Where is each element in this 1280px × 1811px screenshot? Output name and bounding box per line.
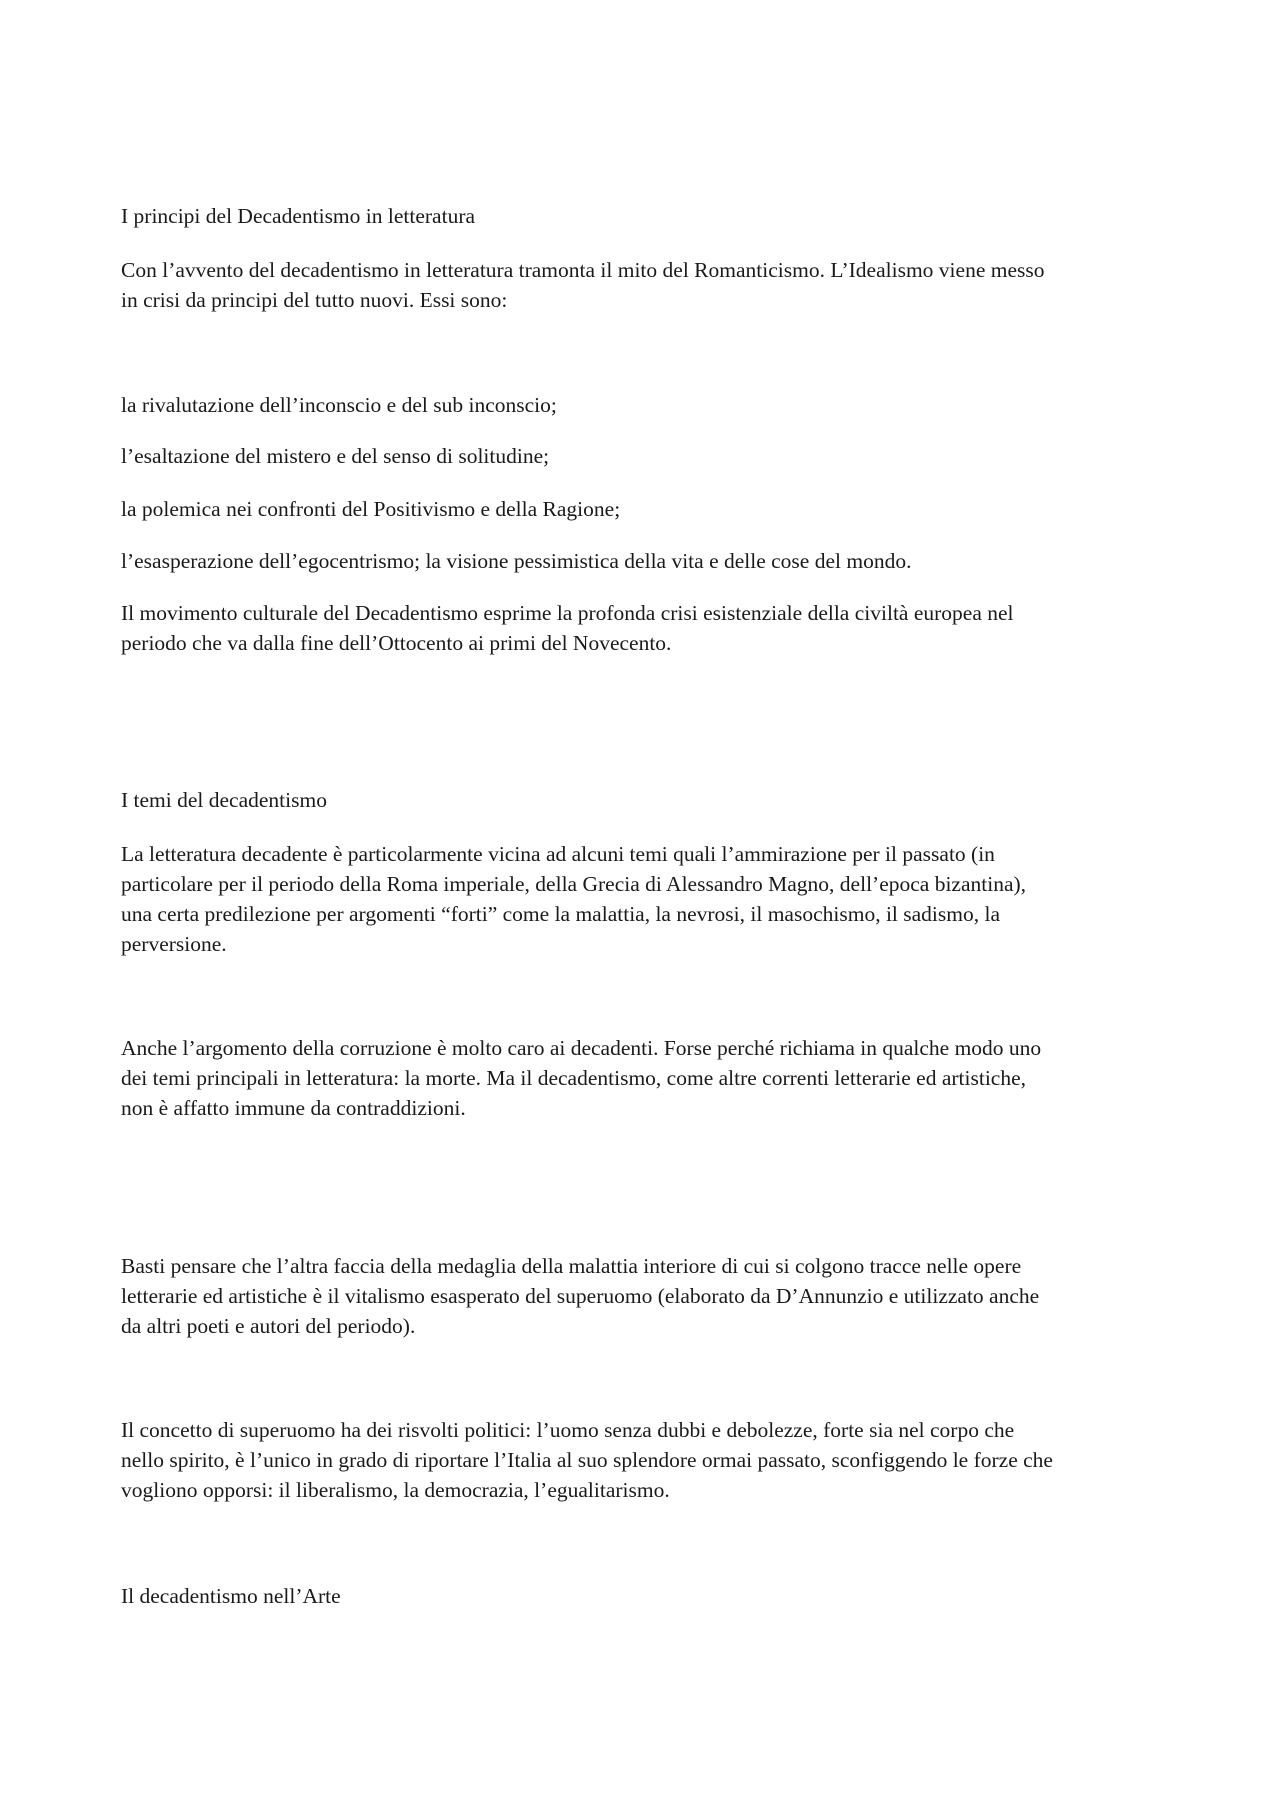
temi-paragraph-2-line-1: Anche l’argomento della corruzione è molto caro ai decadenti. Forse perché richiama in qualche modo uno: [121, 1036, 1042, 1060]
intro-line-1: Con l’avvento del decadentismo in letteratura tramonta il mito del Romanticismo. L’Idealismo viene messo: [121, 258, 1045, 282]
section-title-temi: I temi del decadentismo: [121, 788, 327, 812]
temi-paragraph-2-line-2: dei temi principali in letteratura: la morte. Ma il decadentismo, come altre correnti letterarie ed artistiche,: [121, 1066, 1027, 1090]
temi-paragraph-1-line-3: una certa predilezione per argomenti “forti” come la malattia, la nevrosi, il masochismo, il sadismo, la: [121, 902, 1001, 926]
temi-paragraph-3-line-1: Basti pensare che l’altra faccia della medaglia della malattia interiore di cui si colgono tracce nelle opere: [121, 1254, 1022, 1278]
principle-item-3: la polemica nei confronti del Positivismo e della Ragione;: [121, 497, 621, 521]
temi-paragraph-4-line-3: vogliono opporsi: il liberalismo, la democrazia, l’egualitarismo.: [121, 1478, 670, 1502]
closing-line-1: Il movimento culturale del Decadentismo esprime la profonda crisi esistenziale della civiltà europea nel: [121, 601, 1014, 625]
temi-paragraph-1-line-2: particolare per il periodo della Roma imperiale, della Grecia di Alessandro Magno, dell’epoca bizantina),: [121, 872, 1027, 896]
temi-paragraph-3-line-3: da altri poeti e autori del periodo).: [121, 1314, 416, 1338]
temi-paragraph-4-line-1: Il concetto di superuomo ha dei risvolti politici: l’uomo senza dubbi e debolezze, forte sia nel corpo che: [121, 1418, 1015, 1442]
temi-paragraph-1-line-4: perversione.: [121, 932, 227, 956]
principle-item-4: l’esasperazione dell’egocentrismo; la visione pessimistica della vita e delle cose del mondo.: [121, 549, 912, 573]
intro-line-2: in crisi da principi del tutto nuovi. Essi sono:: [121, 288, 508, 312]
closing-line-2: periodo che va dalla fine dell’Ottocento ai primi del Novecento.: [121, 631, 672, 655]
temi-paragraph-4-line-2: nello spirito, è l’unico in grado di riportare l’Italia al suo splendore ormai passato, sconfiggendo le forze che: [121, 1448, 1053, 1472]
temi-paragraph-2-line-3: non è affatto immune da contraddizioni.: [121, 1096, 466, 1120]
temi-paragraph-3-line-2: letterarie ed artistiche è il vitalismo esasperato del superuomo (elaborato da D’Annunzio e utilizzato anche: [121, 1284, 1040, 1308]
section-title-principi: I principi del Decadentismo in letteratura: [121, 204, 476, 228]
principle-item-2: l’esaltazione del mistero e del senso di solitudine;: [121, 444, 550, 468]
principle-item-1: la rivalutazione dell’inconscio e del sub inconscio;: [121, 393, 557, 417]
temi-paragraph-1-line-1: La letteratura decadente è particolarmente vicina ad alcuni temi quali l’ammirazione per il passato (in: [121, 842, 995, 866]
section-title-arte: Il decadentismo nell’Arte: [121, 1584, 341, 1608]
